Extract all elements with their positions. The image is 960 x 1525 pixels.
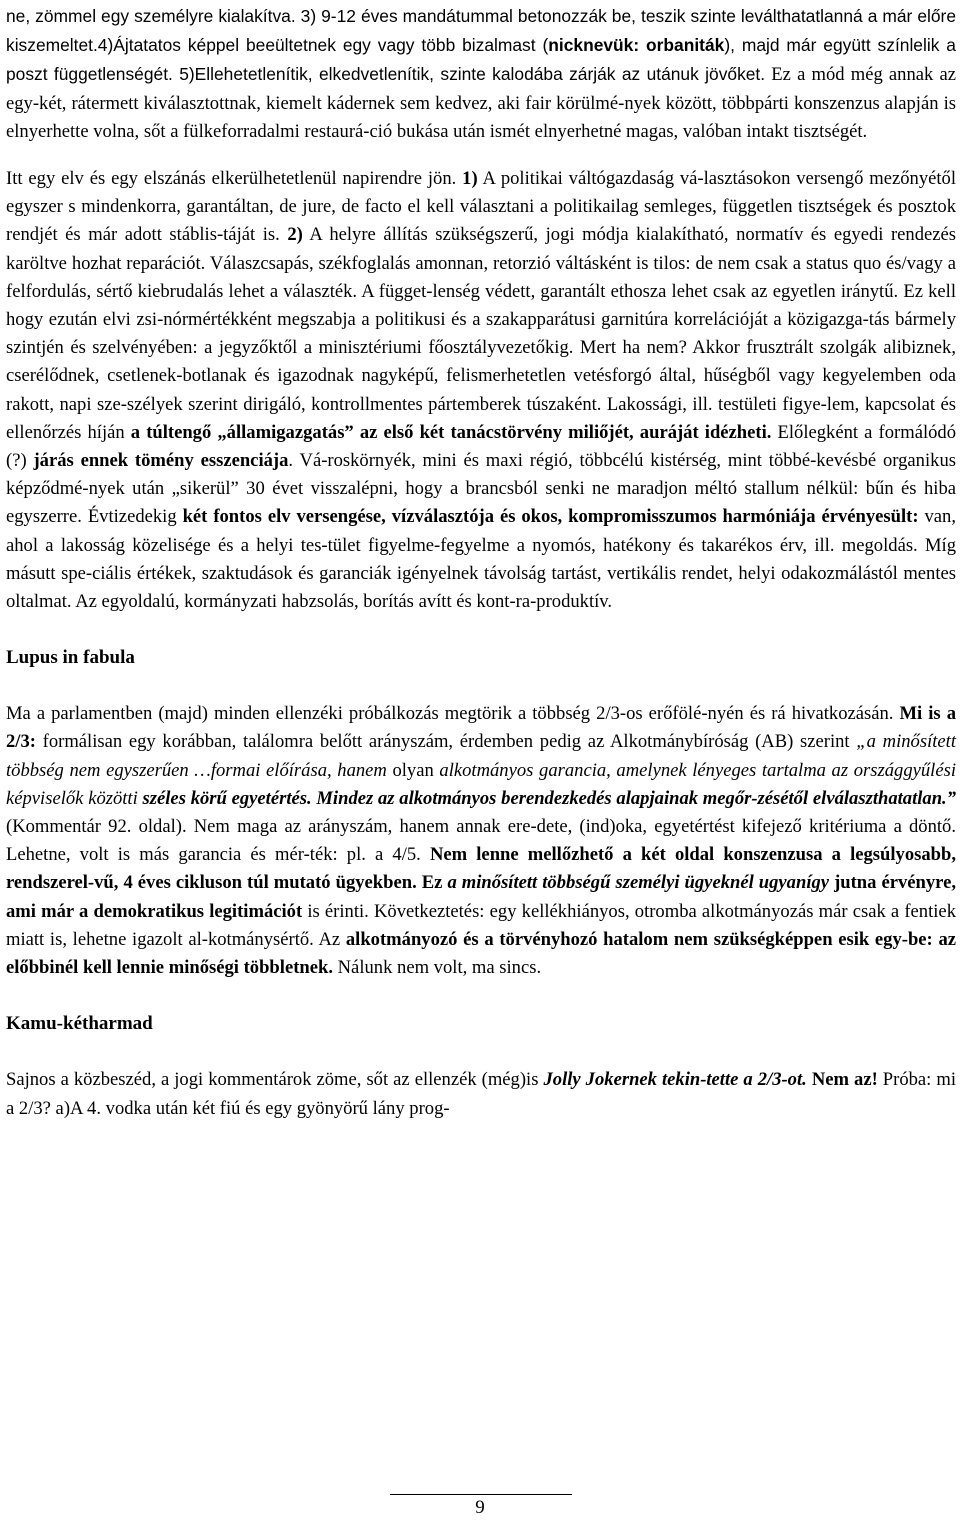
document-page <box>6 2 956 1123</box>
paragraph-3-text-2: formálisan egy korábban, találomra belőtt arányszám, érdemben pedig az Alkotmánybíróság (AB) szerint <box>35 731 857 753</box>
paragraph-3-bold-1: Mi is a 2/3: <box>6 703 956 753</box>
paragraph-4-text-1: Sajnos a közbeszéd, a jogi kommentárok zöme, sőt az ellenzék (még)is <box>6 1069 544 1091</box>
paragraph-2-text-4: Előlegként a formálódó (?) <box>6 421 957 472</box>
paragraph-3-text-4: (Kommentár 92. oldal). Nem maga az arányszám, hanem annak ere-dete, (ind)oka, egyetértést kifejező kritériuma a döntő. Lehetne, volt is más garancia és mér-ték: pl. a 4/5. <box>6 816 956 866</box>
paragraph-2-text-2: A politikai váltógazdaság vá-lasztásokon versengő mezőnyétől egyszer s mindenkorra, garantáltan, de jure, de facto el kell választani a politikailag semleges, független tisztségek és posztok rendjét és már adott stáblis-táját is. <box>6 168 956 246</box>
paragraph-2-text-6: van, ahol a lakosság közelisége és a helyi tes-tület figyelme-fegyelme a nyomós, hatékony és takarékos érv, ill. megoldás. Míg másutt spe-ciális értékek, szaktudások és garanciák igényelnek távolság tartást, vertikális rendet, helyi odakozmálástól mentes oltalmat. Az egyoldalú, kormányzati habzsolás, borítás avítt és kont-ra-produktív. <box>6 506 956 613</box>
paragraph-2-bold-5: két fontos elv versengése, vízválasztója és okos, kompromisszumos harmóniája érvényesült: <box>182 506 919 528</box>
paragraph-2 <box>6 165 956 616</box>
paragraph-4 <box>6 1066 956 1122</box>
paragraph-2-text-3: A helyre állítás szükségszerű, jogi módja kialakítható, normatív és egyedi rendezés karöltve hozhat reparációt. Válaszcsapás, székfoglalás amonnan, retorzió váltásként is tilos: de nem csak a status quo és/vagy a felfordulás, sértő kiebrudalás lehet a választék. A függet-lenség védett, garantált ethosza lehet csak az egyetlen iránytű. Ez kell hogy ezután elvi zsi-nórmértékként megszabja a politikusi és a szakapparátusi garnitúra korrelációját a közigazga-tás bármely szintjén és szelvényében: a jegyzőktől a minisztériumi főosztályvezetőkig. Mert ha nem? Akkor frusztrált szolgák alibiznek, cserélődnek, csetlenek-botlanak és igazodnak nagyképű, felismerhetetlen vetésforgó által, hűségből vagy kegyelemben oda rakott, napi sze-szélyek szerint dirigáló, kontrollmentes pártemberek túszaként. Lakossági, ill. testületi figye-lem, kapcsolat és ellenőrzés híján <box>6 224 957 443</box>
section-heading-lupus: Lupus in fabula <box>6 647 135 669</box>
paragraph-4-text-2: Próba: mi a 2/3? a)A 4. vodka után két fiú és egy gyönyörű lány prog- <box>6 1069 956 1119</box>
paragraph-3 <box>6 700 956 982</box>
paragraph-3-bold-2: Nem lenne mellőzhető a két oldal konszenzusa a legsúlyosabb, rendszerel-vű, 4 éves cikluson túl mutató ügyekben. Ez <box>6 844 957 894</box>
paragraph-4-bold-italic-1: Jolly Jokernek tekin-tette a 2/3-ot. <box>543 1069 807 1091</box>
paragraph-2-text-1: Itt egy elv és egy elszánás elkerülhetetlenül napirendre jön. <box>6 168 463 190</box>
paragraph-2-bold-4: járás ennek tömény esszenciája <box>33 450 289 472</box>
paragraph-3-italic-2: alkotmányos garancia, amelynek lényeges tartalma az országgyűlési képviselők közötti <box>6 759 956 809</box>
paragraph-3-bold-3: jutna érvényre, ami már a demokratikus legitimációt <box>6 872 956 922</box>
paragraph-2-bold-3: a túltengő „államigazgatás” az első két tanácstörvény miliőjét, auráját idézheti. <box>130 421 772 443</box>
paragraph-2-bold-1: 1) <box>462 168 478 190</box>
paragraph-3-bold-italic-1: széles körű egyetértés. Mindez az alkotmányos berendezkedés alapjainak megőr-zésétől elválaszthatatlan.” <box>137 787 956 809</box>
paragraph-1-bold-a: nicknevük: orbaniták <box>548 35 725 56</box>
paragraph-4-bold-1: Nem az! <box>806 1069 878 1091</box>
paragraph-3-italic-1: „a minősített többség nem egyszerűen …formai előírása, hanem <box>6 731 956 781</box>
paragraph-3-text-5: is érinti. Következtetés: egy kellékhiányos, otromba alkotmányozás már csak a fentiek miatt is, lehetne igazolt al-kotmánysértő. Az <box>6 900 956 950</box>
paragraph-1 <box>6 2 956 146</box>
paragraph-3-bold-4: alkotmányozó és a törvényhozó hatalom nem szükségképpen esik egy-be: az előbbinél kell lennie minőségi többletnek. <box>6 928 956 979</box>
paragraph-1-text-c: Ez a mód még annak az egy-két, rátermett kiválasztottnak, kiemelt kádernek sem kedvez, aki fair körülmé-nyek között, többpárti konszenzus alapján is elnyerhette volna, sőt a fülkeforradalmi restaurá-ció bukása után ismét elnyerhetné magas, valóban intakt tisztségét. <box>6 64 957 142</box>
page-number: 9 <box>475 1497 485 1518</box>
paragraph-2-text-5: . Vá-roskörnyék, mini és maxi régió, többcélú kistérség, mint többé-kevésbé organikus képződmé-nyek után „sikerül” 30 évet visszalépni, hogy a brancsból senki ne maradjon méltó stallum nélkül: bűn és hiba egyszerre. Évtizedekig <box>6 450 956 528</box>
footer-divider <box>390 1494 572 1495</box>
paragraph-3-text-3: olyan <box>386 759 440 781</box>
section-heading-kamu: Kamu-kétharmad <box>6 1013 153 1035</box>
paragraph-1-text-a: ne, zömmel egy személyre kialakítva. 3) 9-12 éves mandátummal betonozzák be, teszik szinte leválthatatlanná a már előre kiszemeltet.4)Ájtatatos képpel beeültetnek egy vagy több bizalmast ( <box>6 6 956 56</box>
paragraph-3-text-1: Ma a parlamentben (majd) minden ellenzéki próbálkozás megtörik a többség 2/3-os erőfölé-nyén és rá hivatkozásán. <box>6 703 900 725</box>
paragraph-2-bold-2: 2) <box>287 224 303 246</box>
paragraph-1-text-b: ), majd már együtt színlelik a poszt függetlenségét. 5)Ellehetetlenítik, elkedvetlenítik, szinte kalodába zárják az utánuk jövőket. <box>6 35 956 85</box>
paragraph-3-bold-italic-2: a minősített többségű személyi ügyeknél ugyanígy <box>447 872 830 894</box>
paragraph-3-text-6: Nálunk nem volt, ma sincs. <box>332 957 542 979</box>
